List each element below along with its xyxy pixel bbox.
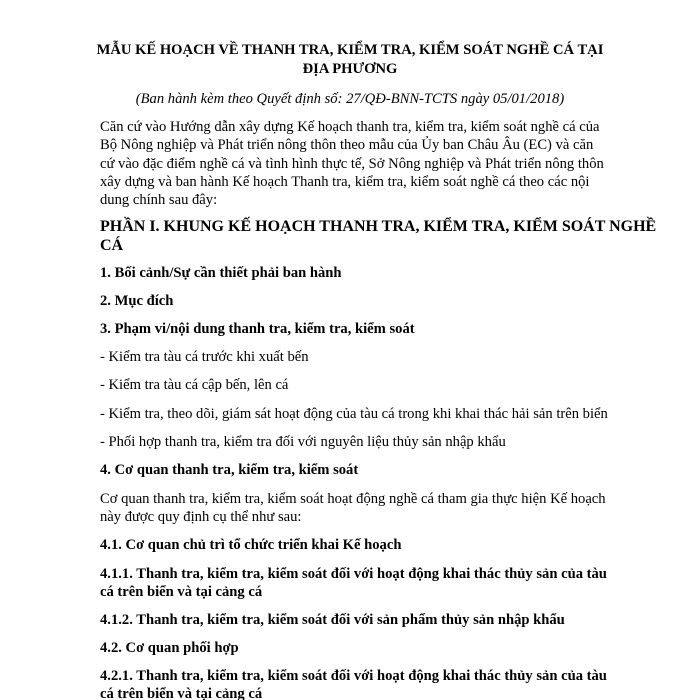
scope-item-4: - Phối hợp thanh tra, kiểm tra đối với nguyên liệu thủy sản nhập khẩu <box>100 434 506 450</box>
scope-item-3: - Kiểm tra, theo dõi, giám sát hoạt động của tàu cá trong khi khai thác hải sản trên biển <box>100 406 608 422</box>
section-4-2-heading: 4.2. Cơ quan phối hợp <box>100 640 239 656</box>
scope-item-1: - Kiểm tra tàu cá trước khi xuất bến <box>100 349 309 365</box>
intro-line-3: cứ vào đặc điểm nghề cá và tình hình thực tế, Sở Nông nghiệp và Phát triển nông thôn <box>100 156 604 172</box>
section-1-heading: 1. Bối cảnh/Sự cần thiết phải ban hành <box>100 265 342 281</box>
document-title-line2: ĐỊA PHƯƠNG <box>302 61 398 77</box>
section-2-heading: 2. Mục đích <box>100 293 174 309</box>
section-4-2-1-heading-line1: 4.2.1. Thanh tra, kiểm tra, kiểm soát đối với hoạt động khai thác thủy sản của tàu <box>100 668 607 684</box>
section-4-1-heading: 4.1. Cơ quan chủ trì tổ chức triển khai Kế hoạch <box>100 537 402 553</box>
section-4-1-1-heading-line1: 4.1.1. Thanh tra, kiểm tra, kiểm soát đối với hoạt động khai thác thủy sản của tàu <box>100 566 607 582</box>
intro-line-4: xây dựng và ban hành Kế hoạch Thanh tra, kiểm tra, kiểm soát nghề cá theo các nội <box>100 174 590 190</box>
intro-line-5: dung chính sau đây: <box>100 192 218 208</box>
intro-line-2: Bộ Nông nghiệp và Phát triển nông thôn theo mẫu của Ủy ban Châu Âu (EC) và căn <box>100 137 594 153</box>
section-4-2-1-heading-line2: cá trên biển và tại cảng cá <box>100 686 263 700</box>
section-4-heading: 4. Cơ quan thanh tra, kiểm tra, kiểm soát <box>100 462 359 478</box>
scope-item-2: - Kiểm tra tàu cá cập bến, lên cá <box>100 377 289 393</box>
intro-line-1: Căn cứ vào Hướng dẫn xây dựng Kế hoạch thanh tra, kiểm tra, kiểm soát nghề cá của <box>100 119 600 135</box>
document-title-line1: MẪU KẾ HOẠCH VỀ THANH TRA, KIỂM TRA, KIỂM SOÁT NGHỀ CÁ TẠI <box>96 42 604 58</box>
section-4-text-line1: Cơ quan thanh tra, kiểm tra, kiểm soát hoạt động nghề cá tham gia thực hiện Kế hoạch <box>100 491 606 507</box>
section-3-heading: 3. Phạm vi/nội dung thanh tra, kiểm tra, kiểm soát <box>100 321 415 337</box>
section-4-1-2-heading: 4.1.2. Thanh tra, kiểm tra, kiểm soát đối với sản phẩm thủy sản nhập khẩu <box>100 612 565 628</box>
section-4-text-line2: này được quy định cụ thể như sau: <box>100 509 302 525</box>
part1-heading-line2: CÁ <box>100 237 124 254</box>
section-4-1-1-heading-line2: cá trên biển và tại cảng cá <box>100 584 263 600</box>
issued-note: (Ban hành kèm theo Quyết định số: 27/QĐ-BNN-TCTS ngày 05/01/2018) <box>135 91 565 107</box>
part1-heading-line1: PHẦN I. KHUNG KẾ HOẠCH THANH TRA, KIỂM TRA, KIỂM SOÁT NGHỀ <box>100 218 657 235</box>
